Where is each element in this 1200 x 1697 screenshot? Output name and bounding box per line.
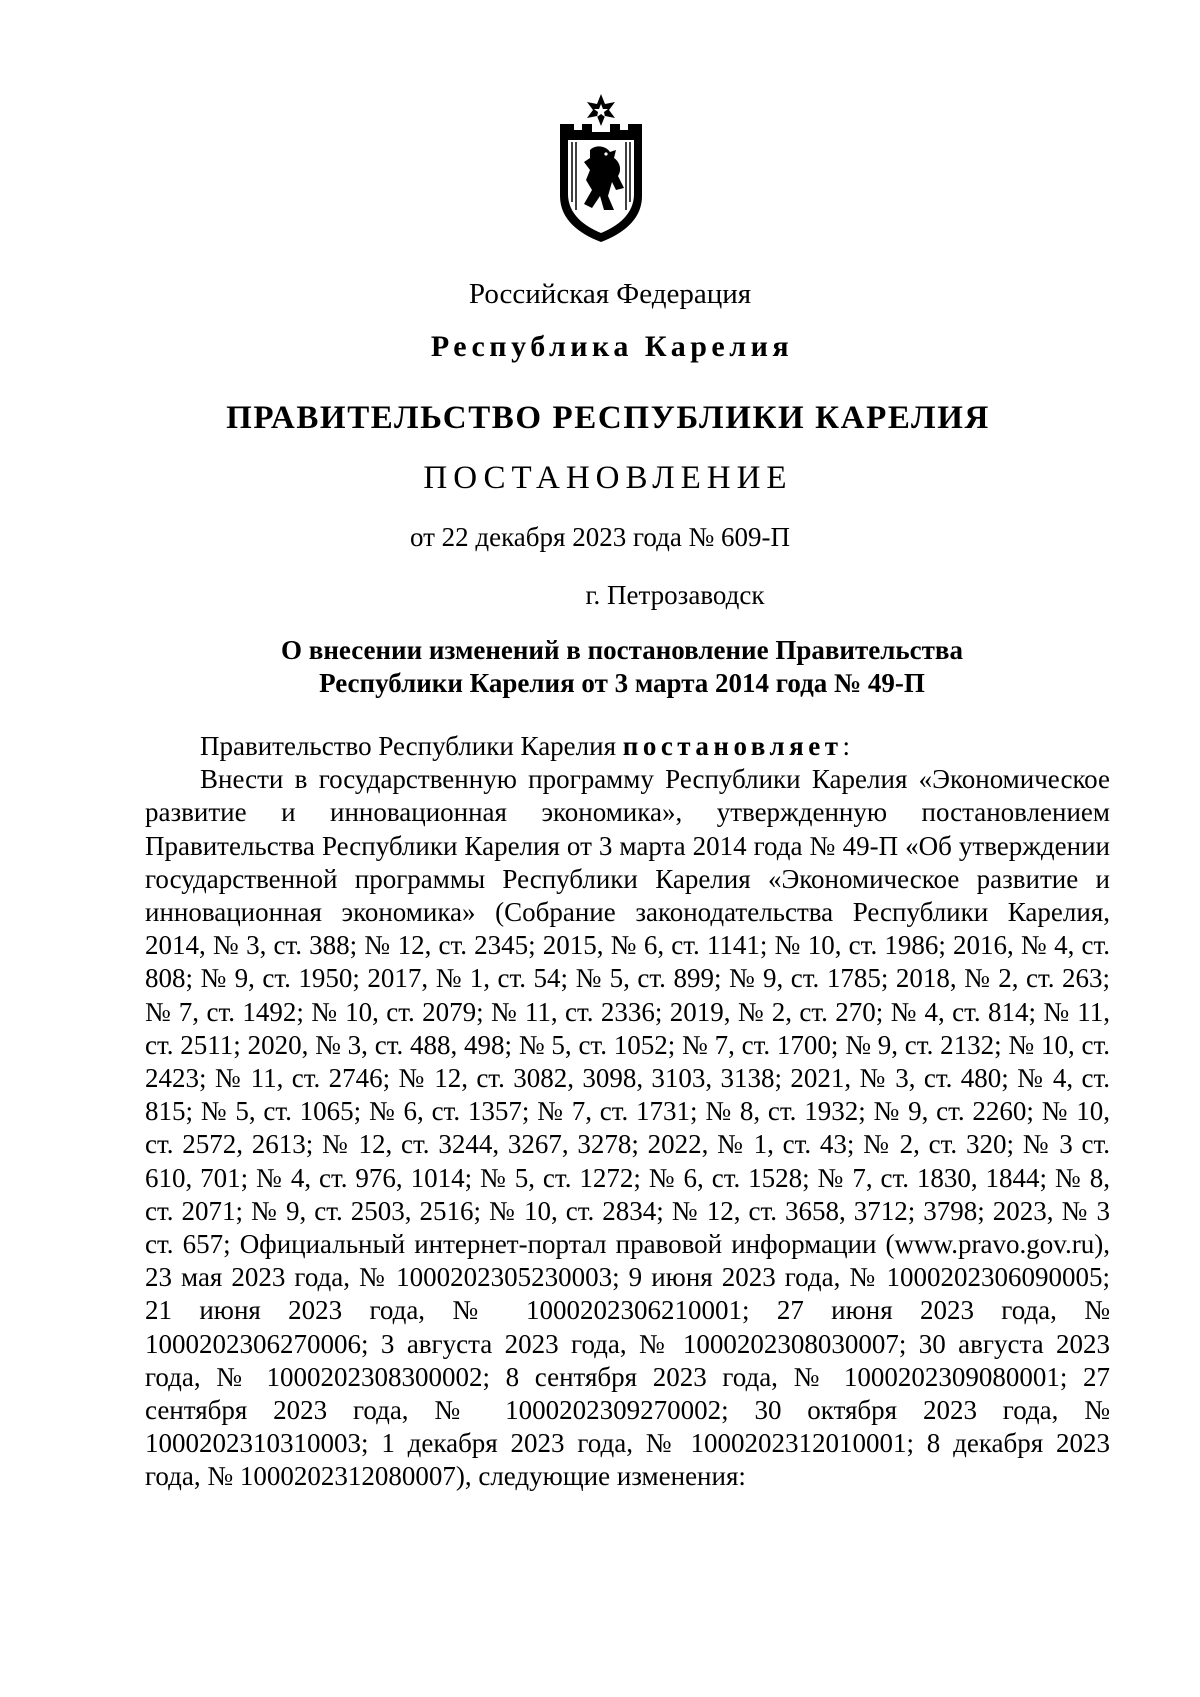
subject-line-2: Республики Карелия от 3 марта 2014 года № 49-П [319, 668, 925, 698]
intro-emphasis: постановляет [622, 731, 843, 761]
country-name: Российская Федерация [468, 278, 752, 310]
subject-line-1: О внесении изменений в постановление Правительства [281, 635, 963, 665]
document-date-number: от 22 декабря 2023 года № 609-П [409, 522, 791, 552]
intro-paragraph [145, 730, 1110, 763]
karelia-coat-of-arms-emblem [554, 92, 648, 244]
document-type: ПОСТАНОВЛЕНИЕ [423, 460, 793, 496]
document-subject [22, 634, 1200, 700]
document-body [145, 730, 1110, 1494]
intro-prefix: Правительство Республики Карелия [200, 731, 623, 761]
republic-name: Республика Карелия [430, 330, 794, 363]
government-name: ПРАВИТЕЛЬСТВО РЕСПУБЛИКИ КАРЕЛИЯ [226, 400, 990, 436]
main-paragraph: Внести в государственную программу Республики Карелия «Экономическое развитие и инновационная экономика», утвержденную постановлением Правительства Республики Карелия от 3 марта 2014 года № 49-П «Об утверждении государственной программы Республики Карелия «Экономическое развитие и инновационная экономика» (Собрание законодательства Республики Карелия, 2014, № 3, ст. 388; № 12, ст. 2345; 2015, № 6, ст. 1141; № 10, ст. 1986; 2016, № 4, ст. 808; № 9, ст. 1950; 2017, № 1, ст. 54; № 5, ст. 899; № 9, ст. 1785; 2018, № 2, ст. 263; № 7, ст. 1492; № 10, ст. 2079; № 11, ст. 2336; 2019, № 2, ст. 270; № 4, ст. 814; № 11, ст. 2511; 2020, № 3, ст. 488, 498; № 5, ст. 1052; № 7, ст. 1700; № 9, ст. 2132; № 10, ст. 2423; № 11, ст. 2746; № 12, ст. 3082, 3098, 3103, 3138; 2021, № 3, ст. 480; № 4, ст. 815; № 5, ст. 1065; № 6, ст. 1357; № 7, ст. 1731; № 8, ст. 1932; № 9, ст. 2260; № 10, ст. 2572, 2613; № 12, ст. 3244, 3267, 3278; 2022, № 1, ст. 43; № 2, ст. 320; № 3 ст. 610, 701; № 4, ст. 976, 1014; № 5, ст. 1272; № 6, ст. 1528; № 7, ст. 1830, 1844; № 8, ст. 2071; № 9, ст. 2503, 2516; № 10, ст. 2834; № 12, ст. 3658, 3712; 3798; 2023, № 3 ст. 657; Официальный интернет-портал правовой информации (www.pravo.gov.ru), 23 мая 2023 года, № 1000202305230003; 9 июня 2023 года, № 1000202306090005; 21 июня 2023 года, № 1000202306210001; 27 июня 2023 года, № 1000202306270006; 3 августа 2023 года, № 1000202308030007; 30 августа 2023 года, № 1000202308300002; 8 сентября 2023 года, № 1000202309080001; 27 сентября 2023 года, № 1000202309270002; 30 октября 2023 года, № 1000202310310003; 1 декабря 2023 года, № 1000202312010001; 8 декабря 2023 года, № 1000202312080007), следующие изменения: [145, 764, 1110, 1492]
intro-suffix: : [842, 731, 851, 761]
document-city: г. Петрозаводск [585, 580, 765, 610]
